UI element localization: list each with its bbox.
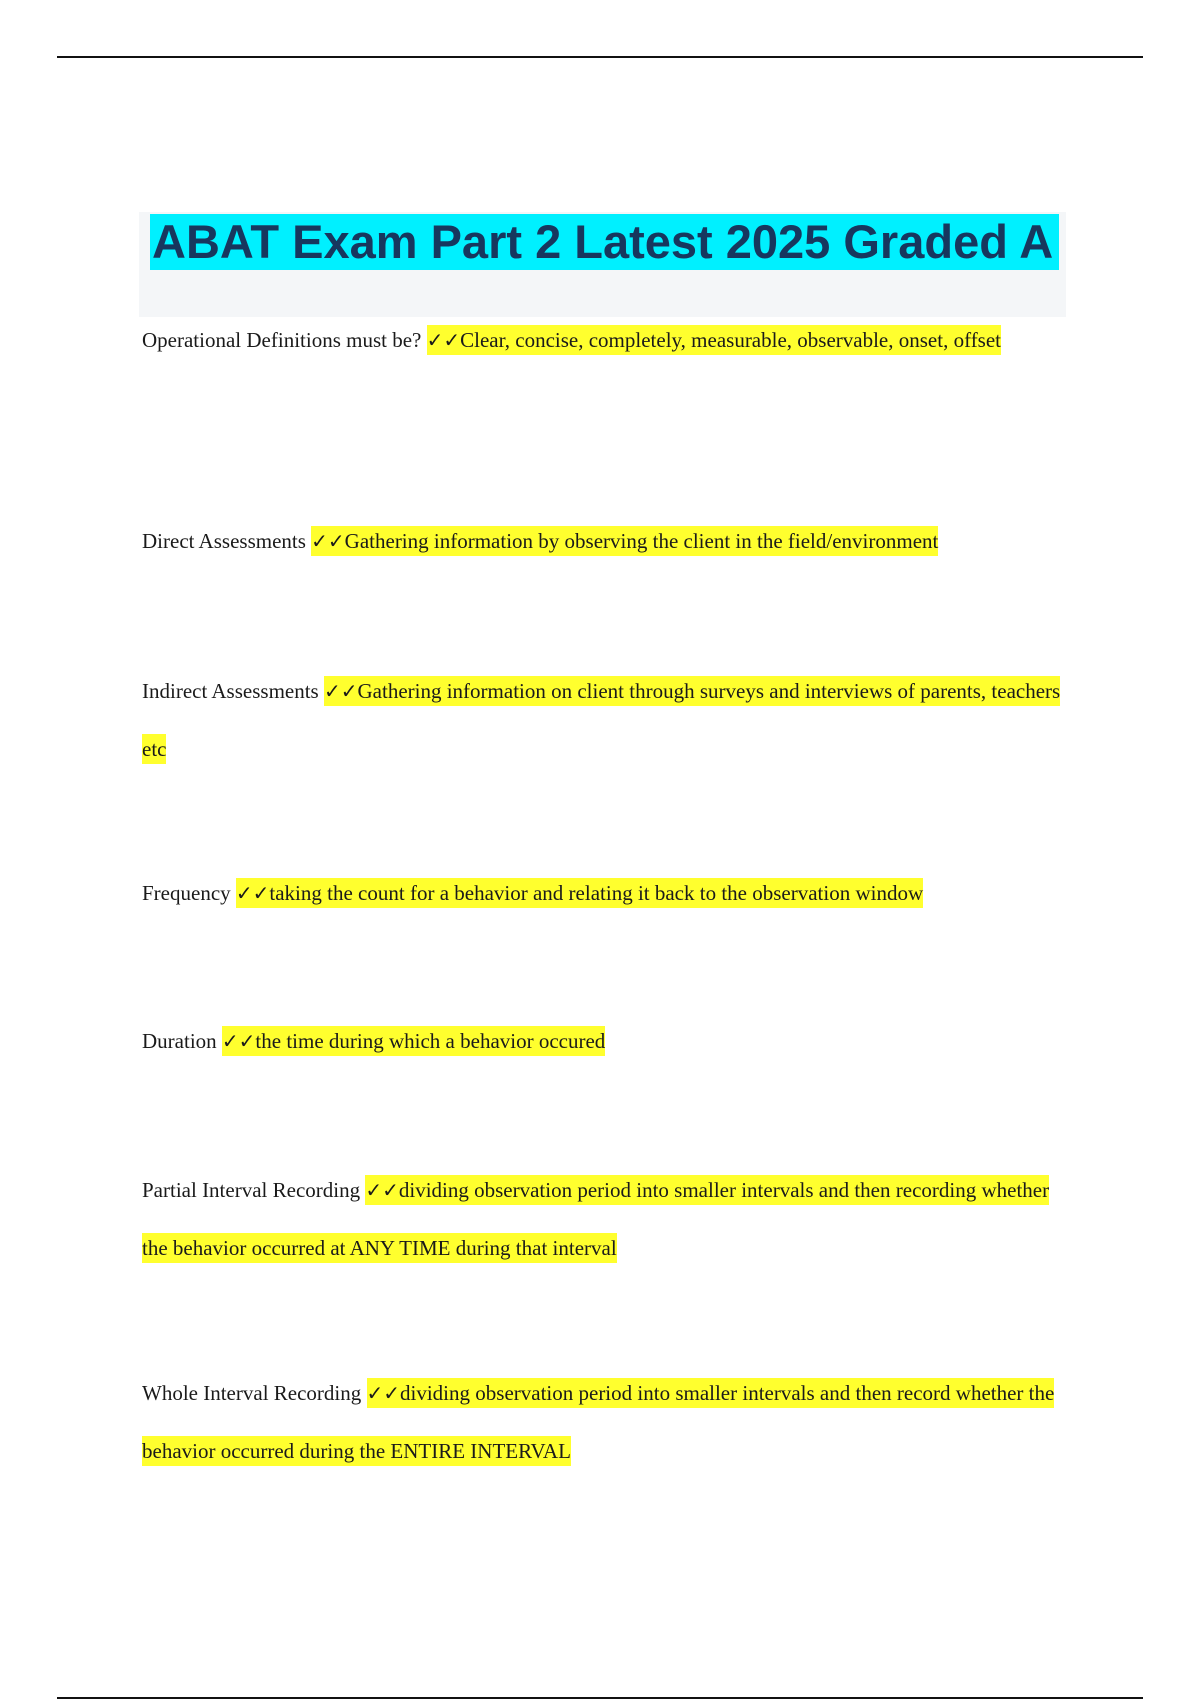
double-check-icon: ✓✓ xyxy=(426,328,461,352)
double-check-icon: ✓✓ xyxy=(221,1029,256,1053)
entry-answer-highlight xyxy=(427,325,1001,355)
qa-entry-frequency xyxy=(142,864,1062,922)
entry-answer: dividing observation period into smaller intervals and then recording whether the behavior occurred at ANY TIME during that interval xyxy=(142,1178,1050,1260)
entry-answer: taking the count for a behavior and relating it back to the observation window xyxy=(269,881,924,905)
bottom-rule xyxy=(57,1697,1143,1699)
entry-answer-highlight xyxy=(236,878,923,908)
entry-term: Partial Interval Recording xyxy=(142,1178,361,1202)
qa-entry-direct-assessments xyxy=(142,512,1062,570)
entry-term: Direct Assessments xyxy=(142,529,306,553)
entry-term: Frequency xyxy=(142,881,231,905)
qa-entry-operational-definitions xyxy=(142,311,1062,369)
entry-term: Indirect Assessments xyxy=(142,679,319,703)
double-check-icon: ✓✓ xyxy=(323,679,358,703)
top-rule xyxy=(57,56,1143,58)
qa-entry-partial-interval-recording xyxy=(142,1161,1062,1277)
entry-answer-highlight xyxy=(311,526,938,556)
double-check-icon: ✓✓ xyxy=(311,529,345,553)
entry-answer: Gathering information on client through surveys and interviews of parents, teachers etc xyxy=(142,679,1061,761)
double-check-icon: ✓✓ xyxy=(235,881,270,905)
entry-term: Duration xyxy=(142,1029,217,1053)
entry-answer: the time during which a behavior occured xyxy=(255,1029,606,1053)
entry-answer: Clear, concise, completely, measurable, observable, onset, offset xyxy=(460,328,1002,352)
entry-term: Whole Interval Recording xyxy=(142,1381,362,1405)
entry-answer-highlight xyxy=(222,1026,605,1056)
entry-term: Operational Definitions must be? xyxy=(142,328,422,352)
double-check-icon: ✓✓ xyxy=(366,1381,401,1405)
document-title: ABAT Exam Part 2 Latest 2025 Graded A xyxy=(150,214,1059,270)
qa-entry-whole-interval-recording xyxy=(142,1364,1062,1480)
entry-answer: dividing observation period into smaller intervals and then record whether the behavior occurred during the ENTIRE INTERVAL xyxy=(142,1381,1055,1463)
entry-answer: Gathering information by observing the client in the field/environment xyxy=(344,529,939,553)
double-check-icon: ✓✓ xyxy=(365,1178,399,1202)
qa-entry-indirect-assessments xyxy=(142,662,1062,778)
qa-entry-duration xyxy=(142,1012,1062,1070)
